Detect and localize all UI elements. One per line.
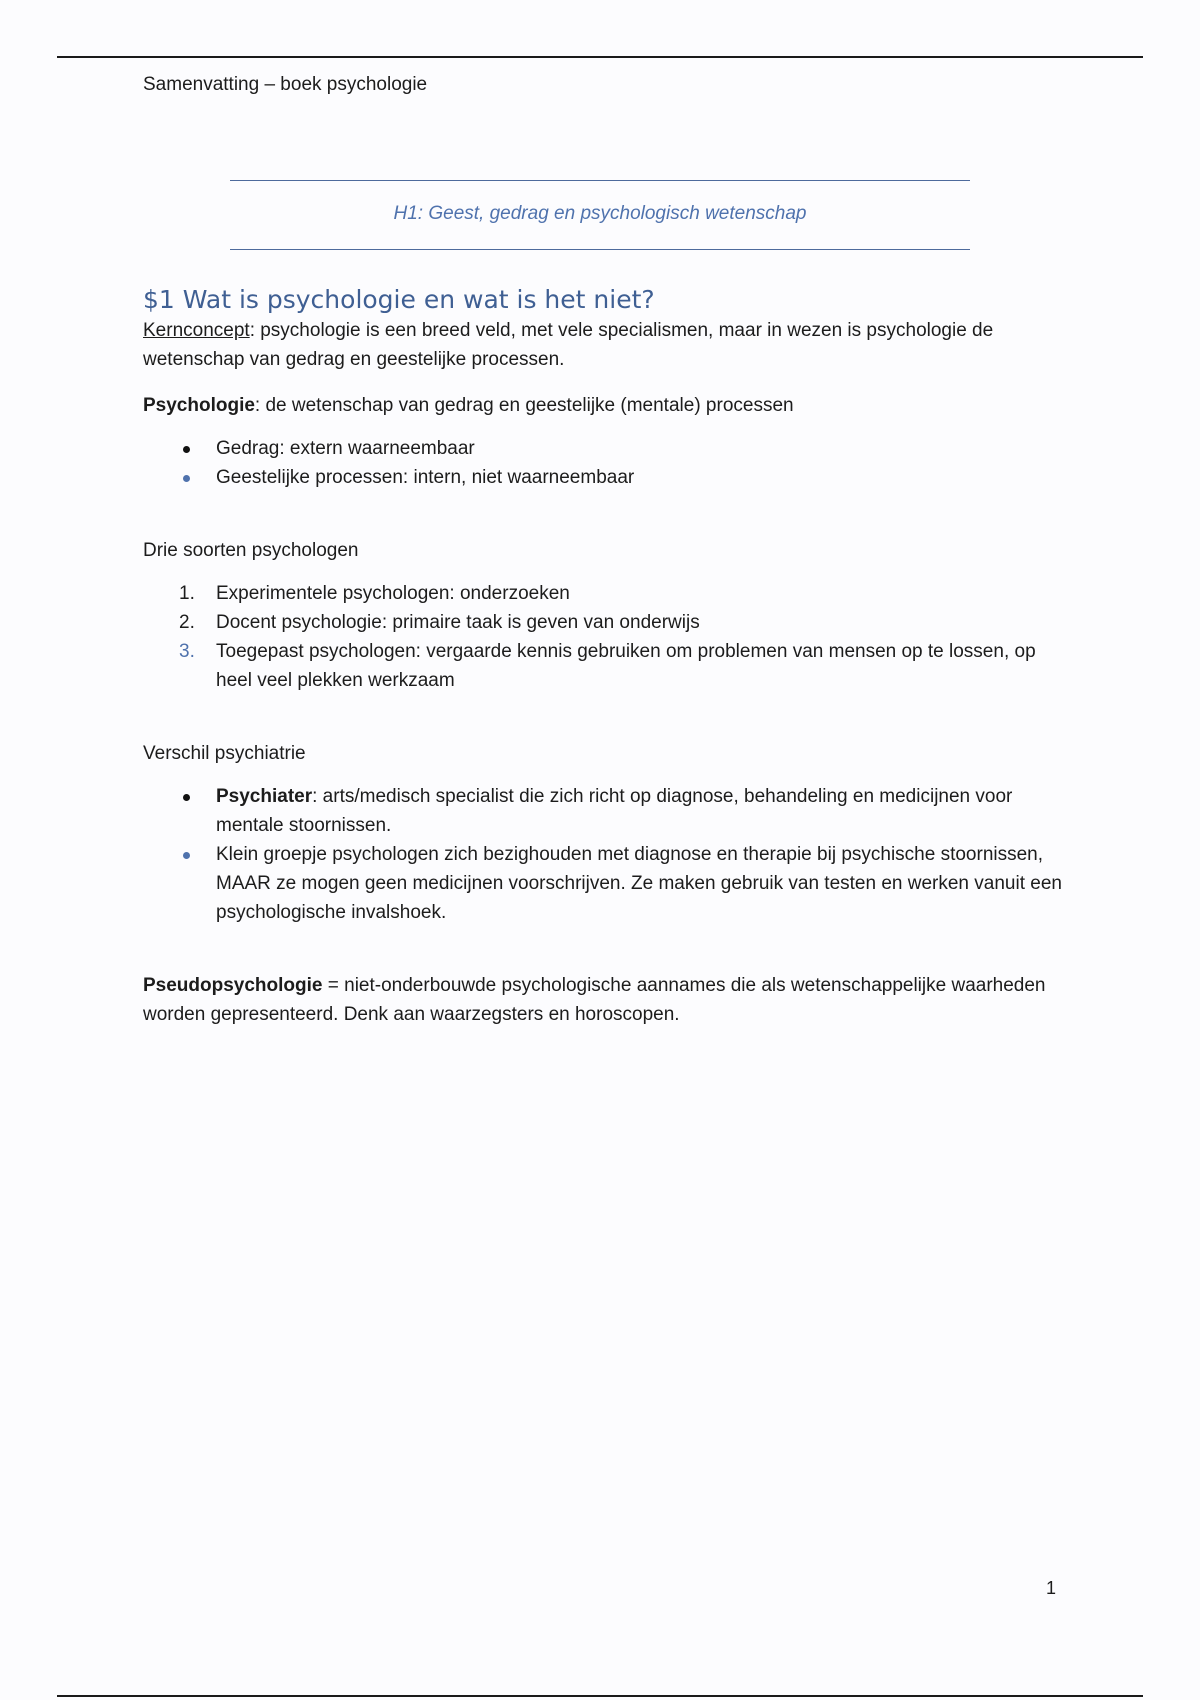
section-heading: $1 Wat is psychologie en wat is het niet? <box>143 285 655 314</box>
psychologie-definition <box>143 391 1063 420</box>
top-rule <box>57 56 1143 58</box>
psychologie-term: Psychologie <box>143 395 255 416</box>
list-item: Klein groepje psychologen zich bezighouden met diagnose en therapie bij psychische stoornissen, MAAR ze mogen geen medicijnen voorschrijven. Ze maken gebruik van testen en werken vanuit een psychologische invalshoek. <box>143 840 1063 927</box>
list-item: Geestelijke processen: intern, niet waarneembaar <box>143 463 1063 492</box>
list-item: Psychiater: arts/medisch specialist die zich richt op diagnose, behandeling en medicijnen voor mentale stoornissen. <box>143 782 1063 840</box>
kernconcept-term: Kernconcept <box>143 320 250 341</box>
running-header: Samenvatting – boek psychologie <box>143 74 428 95</box>
title-top-rule <box>230 180 970 181</box>
bottom-rule <box>57 1695 1143 1697</box>
verschil-bullets <box>143 782 1063 927</box>
page-number: 1 <box>1046 1578 1057 1598</box>
kernconcept-text: : psychologie is een breed veld, met vele specialismen, maar in wezen is psychologie de wetenschap van gedrag en geestelijke processen. <box>143 320 994 370</box>
list-number: 2. <box>179 612 195 633</box>
pseudo-term: Pseudopsychologie <box>143 975 323 996</box>
list-item: 2. Docent psychologie: primaire taak is geven van onderwijs <box>143 608 1063 637</box>
list-item: 1. Experimentele psychologen: onderzoeken <box>143 579 1063 608</box>
bullet-icon <box>183 794 190 801</box>
psychiater-term: Psychiater <box>216 786 313 807</box>
soorten-list <box>143 579 1063 695</box>
list-number: 3. <box>179 641 195 662</box>
psychologie-text: : de wetenschap van gedrag en geestelijke (mentale) processen <box>254 395 794 416</box>
pseudo-paragraph: Pseudopsychologie = niet-onderbouwde psychologische aannames die als wetenschappelijke waarheden worden gepresenteerd. Denk aan waarzegsters en horoscopen. <box>143 975 1046 1025</box>
psychologie-bullets <box>143 434 1063 492</box>
verschil-heading: Verschil psychiatrie <box>143 743 306 764</box>
list-item: 3. Toegepast psychologen: vergaarde kennis gebruiken om problemen van mensen op te lossen, op heel veel plekken werkzaam <box>143 637 1063 695</box>
list-number: 1. <box>179 583 195 604</box>
kernconcept-paragraph <box>143 316 1063 374</box>
bullet-icon <box>183 475 190 482</box>
list-item: Gedrag: extern waarneembaar <box>143 434 1063 463</box>
title-bottom-rule <box>230 249 970 250</box>
bullet-icon <box>183 852 190 859</box>
bullet-icon <box>183 446 190 453</box>
soorten-heading: Drie soorten psychologen <box>143 540 359 561</box>
document-title: H1: Geest, gedrag en psychologisch wetenschap <box>393 203 807 224</box>
document-body <box>143 284 1063 1029</box>
